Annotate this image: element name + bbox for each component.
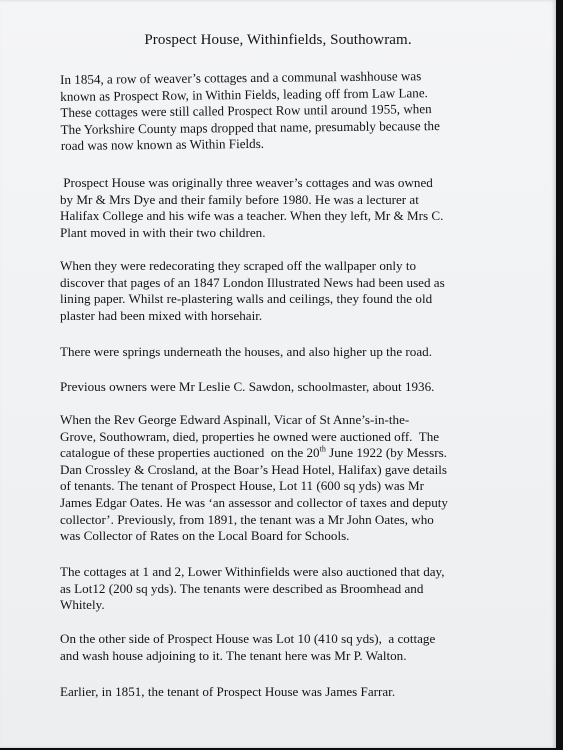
line-part: June 1922 (by Messrs. bbox=[325, 445, 447, 461]
text-line: The cottages at 1 and 2, Lower Withinfields were also auctioned that day, bbox=[60, 564, 445, 579]
text-line: plaster had been mixed with horsehair. bbox=[60, 307, 263, 323]
text-line: James Edgar Oates. He was ‘an assessor and collector of taxes and deputy bbox=[60, 494, 448, 510]
text-line: These cottages were still called Prospect Row until around 1955, when bbox=[60, 101, 432, 121]
paragraph-3 bbox=[60, 258, 534, 324]
text-line bbox=[60, 445, 534, 462]
text-line: as Lot12 (200 sq yds). The tenants were described as Broomhead and bbox=[60, 580, 424, 596]
paragraph-8 bbox=[60, 631, 534, 664]
text-line: When the Rev George Edward Aspinall, Vicar of St Anne’s-in-the- bbox=[60, 412, 410, 427]
text-line: Prospect House was originally three weaver’s cottages and was owned bbox=[60, 175, 433, 190]
text-line: Plant moved in with their two children. bbox=[60, 224, 266, 240]
text-line: Halifax College and his wife was a teacher. When they left, Mr & Mrs C. bbox=[60, 208, 444, 224]
text-line: of tenants. The tenant of Prospect House, Lot 11 (600 sq yds) was Mr bbox=[60, 478, 425, 494]
paragraph-9 bbox=[60, 684, 534, 701]
text-line: Whitely. bbox=[60, 597, 105, 613]
text-line: Grove, Southowram, died, properties he owned were auctioned off. The bbox=[60, 428, 440, 444]
paragraph-1 bbox=[60, 67, 535, 155]
text-line: discover that pages of an 1847 London Illustrated News had been used as bbox=[60, 274, 445, 290]
text-line: Previous owners were Mr Leslie C. Sawdon, schoolmaster, about 1936. bbox=[60, 379, 435, 394]
text-line: The Yorkshire County maps dropped that name, presumably because the bbox=[60, 117, 440, 137]
text-line: When they were redecorating they scraped off the wallpaper only to bbox=[60, 258, 417, 273]
text-line: There were springs underneath the houses, and also higher up the road. bbox=[60, 344, 432, 359]
paragraph-5 bbox=[60, 379, 534, 396]
text-line: collector’. Previously, from 1891, the tenant was a Mr John Oates, who bbox=[60, 511, 434, 527]
text-line: lining paper. Whilst re-plastering walls and ceilings, they found the old bbox=[60, 291, 433, 307]
text-line: In 1854, a row of weaver’s cottages and a communal washhouse was bbox=[60, 68, 422, 87]
text-line: Earlier, in 1851, the tenant of Prospect House was James Farrar. bbox=[60, 684, 396, 699]
text-line: On the other side of Prospect House was Lot 10 (410 sq yds), a cottage bbox=[60, 631, 436, 646]
text-line: was Collector of Rates on the Local Board for Schools. bbox=[60, 528, 350, 544]
text-line: Dan Crossley & Crosland, at the Boar’s Head Hotel, Halifax) gave details bbox=[60, 461, 448, 477]
paragraph-2 bbox=[60, 175, 534, 241]
paragraph-4 bbox=[60, 344, 534, 361]
paragraph-6 bbox=[60, 412, 534, 545]
text-line: and wash house adjoining to it. The tenant here was Mr P. Walton. bbox=[60, 647, 407, 663]
superscript: th bbox=[319, 444, 326, 454]
line-part: catalogue of these properties auctioned on the 20 bbox=[60, 445, 320, 461]
text-line: road was now known as Within Fields. bbox=[60, 136, 265, 154]
paragraph-7 bbox=[60, 564, 534, 614]
text-line: known as Prospect Row, in Within Fields, leading off from Law Lane. bbox=[60, 84, 428, 104]
text-line: by Mr & Mrs Dye and their family before 1980. He was a lecturer at bbox=[60, 191, 419, 207]
page-title: Prospect House, Withinfields, Southowram. bbox=[144, 32, 412, 48]
